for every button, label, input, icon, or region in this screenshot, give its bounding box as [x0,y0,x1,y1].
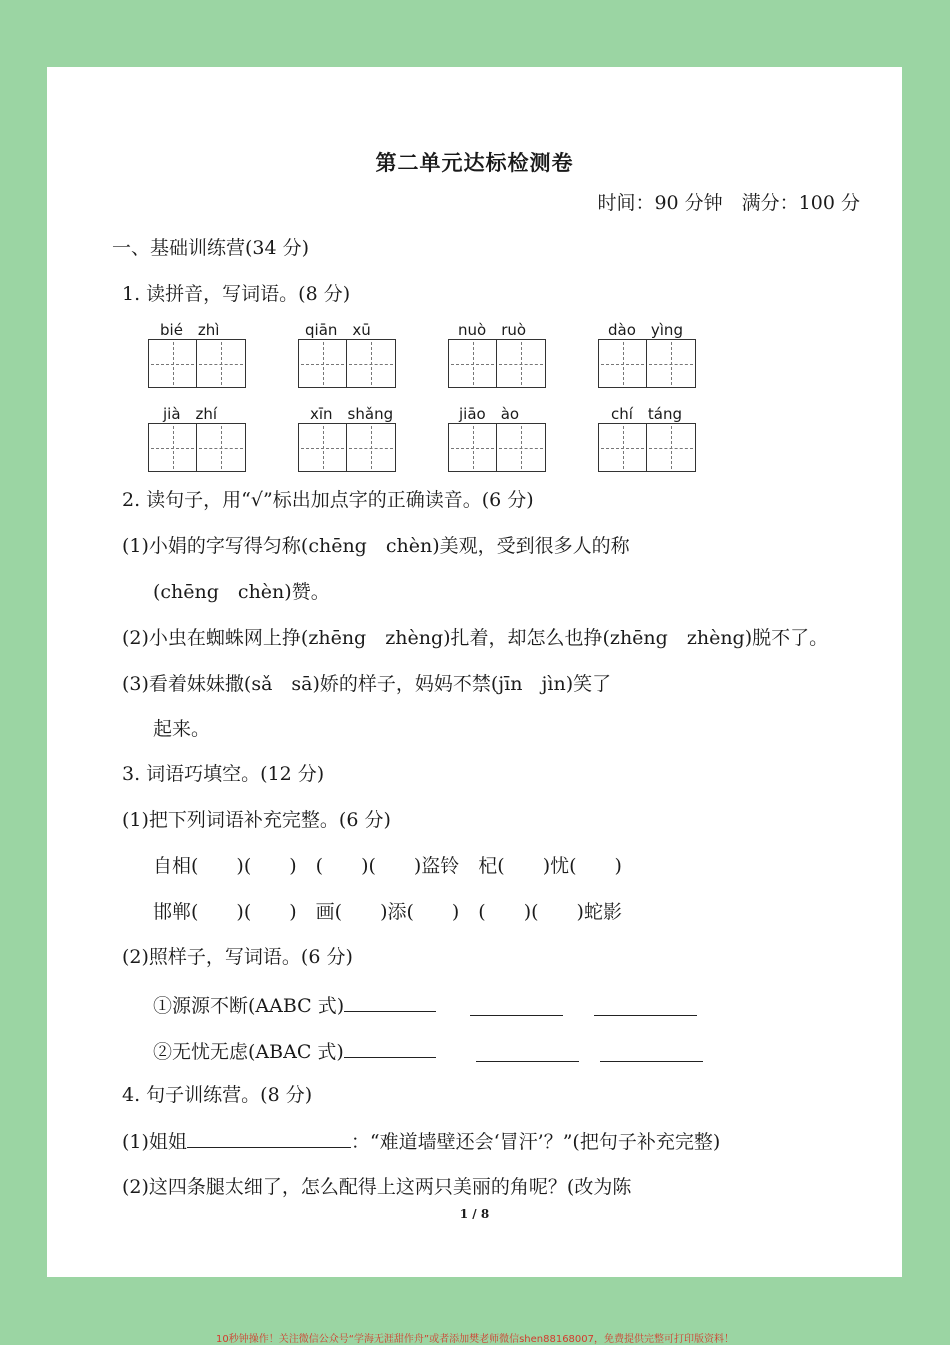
answer-blank[interactable] [187,1131,351,1148]
q2-title: 2. 读句子，用“√”标出加点字的正确读音。(6 分) [122,489,534,511]
q4-s1-suffix: ：“难道墙壁还会‘冒汗’？”(把句子补充完整) [350,1131,721,1153]
exam-page [47,67,902,1277]
q2-sentence-2: (2)小虫在蜘蛛网上挣(zhēng zhèng)扎着，却怎么也挣(zhēng zhèng)脱不了。 [122,627,829,649]
pinyin-label: jiāo ào [459,405,520,423]
writing-grid[interactable] [448,423,546,472]
q2-sentence-1-cont: (chēng chèn)赞。 [153,581,330,603]
pinyin-label: jià zhí [163,405,218,423]
example-2 [153,1041,436,1062]
answer-blank[interactable] [344,995,436,1012]
pinyin-label: xīn shǎng [310,405,394,423]
time-score: 时间：90 分钟 满分：100 分 [597,192,860,214]
q4-sentence-1 [122,1131,720,1152]
idiom-line-1[interactable]: 自相( )( ) ( )( )盗铃 杞( )忧( ) [153,855,622,877]
pinyin-label: bié zhì [160,321,220,339]
q1-title: 1. 读拼音，写词语。(8 分) [122,283,351,305]
answer-blank[interactable] [470,999,563,1016]
q4-s1-prefix: (1)姐姐 [122,1131,187,1153]
q3-sub-1: (1)把下列词语补充完整。(6 分) [122,809,391,831]
page-number: 1 / 8 [459,1207,490,1221]
exam-title: 第二单元达标检测卷 [375,150,574,175]
example-1 [153,995,436,1016]
answer-blank[interactable] [344,1041,436,1058]
answer-blank[interactable] [600,1045,703,1062]
q2-sentence-3-cont: 起来。 [153,718,211,740]
writing-grid[interactable] [148,423,246,472]
pinyin-label: qiān xū [305,321,371,339]
q2-sentence-3: (3)看着妹妹撒(sǎ sā)娇的样子，妈妈不禁(jīn jìn)笑了 [122,673,612,695]
q4-sentence-2: (2)这四条腿太细了，怎么配得上这两只美丽的角呢？(改为陈 [122,1176,632,1198]
section-title: 一、基础训练营(34 分) [112,237,310,259]
answer-blank[interactable] [476,1045,579,1062]
pinyin-label: chí táng [611,405,683,423]
q3-sub-2: (2)照样子，写词语。(6 分) [122,946,353,968]
writing-grid[interactable] [448,339,546,388]
pinyin-label: nuò ruò [458,321,527,339]
q4-title: 4. 句子训练营。(8 分) [122,1084,313,1106]
idiom-line-2[interactable]: 邯郸( )( ) 画( )添( ) ( )( )蛇影 [153,901,622,923]
q3-title: 3. 词语巧填空。(12 分) [122,763,325,785]
example-1-label: ①源源不断(AABC 式) [153,995,345,1017]
writing-grid[interactable] [598,423,696,472]
writing-grid[interactable] [598,339,696,388]
writing-grid[interactable] [298,339,396,388]
writing-grid[interactable] [298,423,396,472]
answer-blank[interactable] [594,999,697,1016]
q2-sentence-1: (1)小娟的字写得匀称(chēng chèn)美观，受到很多人的称 [122,535,630,557]
pinyin-label: dào yìng [608,321,683,339]
writing-grid[interactable] [148,339,246,388]
example-2-label: ②无忧无虑(ABAC 式) [153,1041,344,1063]
footer-notice: 10秒钟操作！关注微信公众号“学海无涯甜作舟”或者添加樊老师微信shen88168007，免费提供完整可打印版资料！ [215,1334,735,1345]
